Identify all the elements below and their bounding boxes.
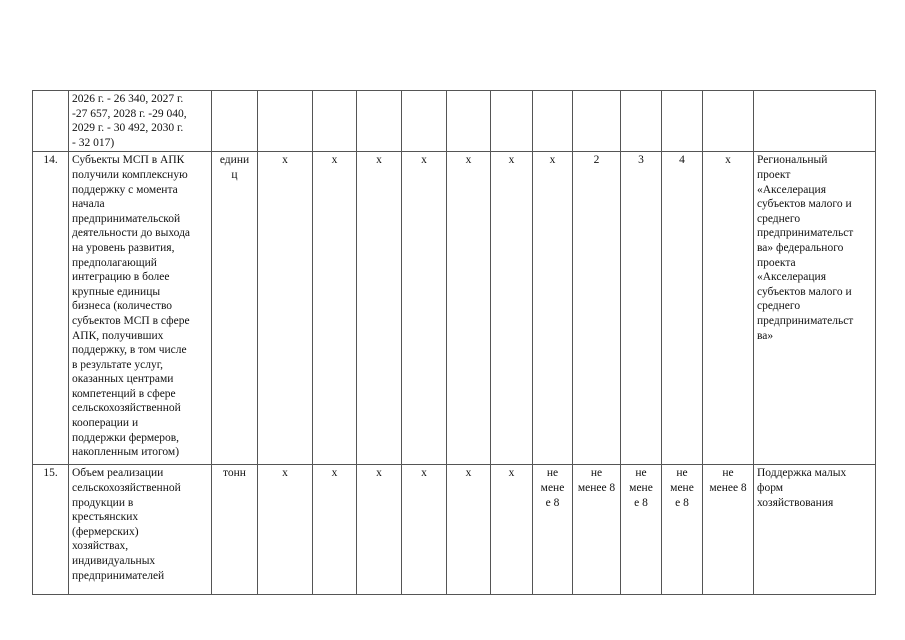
value-cell	[447, 91, 491, 152]
value-cell: х	[357, 152, 402, 465]
value-cell	[662, 91, 703, 152]
source-cell: Поддержка малых форм хозяйствования	[754, 465, 876, 595]
indicators-table	[32, 90, 876, 595]
value-cell: не менее 8	[703, 465, 754, 595]
unit-cell	[212, 91, 258, 152]
unit-cell: тонн	[212, 465, 258, 595]
unit-cell: едини ц	[212, 152, 258, 465]
value-cell: х	[491, 152, 533, 465]
value-cell	[402, 91, 447, 152]
table-body	[33, 91, 876, 595]
value-cell: х	[533, 152, 573, 465]
value-cell: не мене е 8	[533, 465, 573, 595]
table-row	[33, 91, 876, 152]
row-number-cell: 15.	[33, 465, 69, 595]
value-cell: х	[357, 465, 402, 595]
value-cell: х	[313, 465, 357, 595]
value-cell: х	[402, 465, 447, 595]
value-cell: х	[402, 152, 447, 465]
value-cell: не мене е 8	[662, 465, 703, 595]
row-number-cell: 14.	[33, 152, 69, 465]
indicator-name-cell: 2026 г. - 26 340, 2027 г. -27 657, 2028 г. -29 040, 2029 г. - 30 492, 2030 г. - 32 017)	[69, 91, 212, 152]
value-cell	[491, 91, 533, 152]
value-cell: не менее 8	[573, 465, 621, 595]
value-cell	[703, 91, 754, 152]
source-cell: Региональный проект «Акселерация субъектов малого и среднего предпринимательст ва» федерального проекта «Акселерация субъектов малого и среднего предпринимательст ва»	[754, 152, 876, 465]
row-number-cell	[33, 91, 69, 152]
value-cell: 3	[621, 152, 662, 465]
source-cell	[754, 91, 876, 152]
table-row	[33, 152, 876, 465]
indicator-name-cell: Объем реализации сельскохозяйственной продукции в крестьянских (фермерских) хозяйствах, индивидуальных предпринимателей	[69, 465, 212, 595]
indicator-name-cell: Субъекты МСП в АПК получили комплексную поддержку с момента начала предпринимательской деятельности до выхода на уровень развития, предполагающий интеграцию в более крупные единицы бизнеса (количество субъектов МСП в сфере АПК, получивших поддержку, в том числе в результате услуг, оказанных центрами компетенций в сфере сельскохозяйственной кооперации и поддержки фермеров, накопленным итогом)	[69, 152, 212, 465]
value-cell: х	[491, 465, 533, 595]
value-cell: х	[447, 152, 491, 465]
value-cell: 4	[662, 152, 703, 465]
value-cell: х	[703, 152, 754, 465]
value-cell: 2	[573, 152, 621, 465]
value-cell	[573, 91, 621, 152]
value-cell: не мене е 8	[621, 465, 662, 595]
value-cell: х	[313, 152, 357, 465]
value-cell: х	[258, 152, 313, 465]
value-cell	[258, 91, 313, 152]
value-cell	[357, 91, 402, 152]
value-cell: х	[258, 465, 313, 595]
value-cell	[621, 91, 662, 152]
table-row	[33, 465, 876, 595]
value-cell	[533, 91, 573, 152]
value-cell	[313, 91, 357, 152]
value-cell: х	[447, 465, 491, 595]
